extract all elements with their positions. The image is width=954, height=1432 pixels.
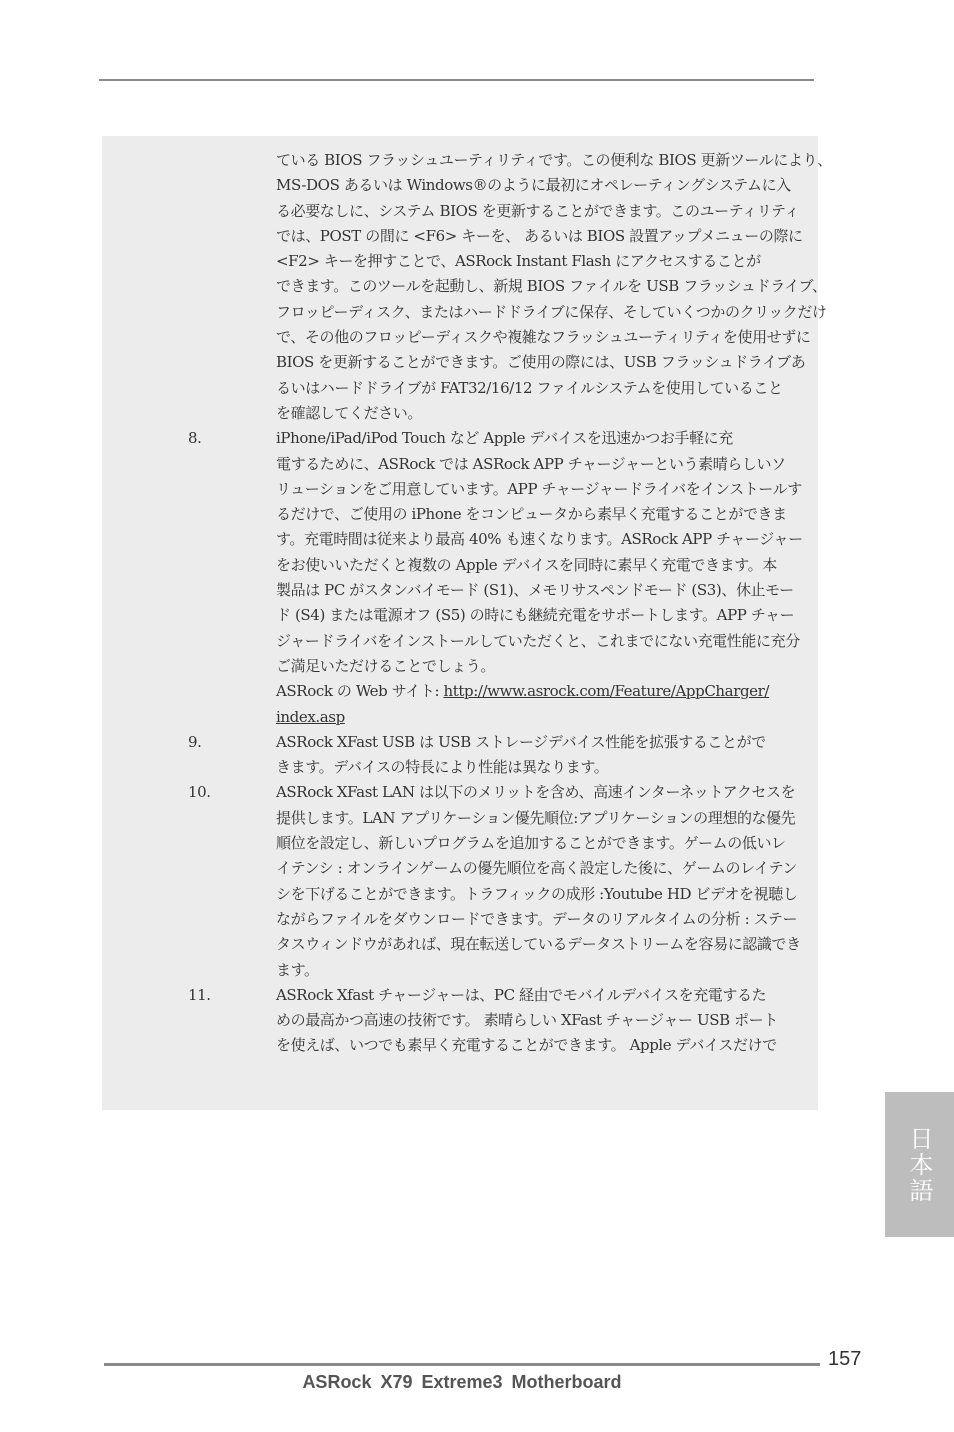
- list-item: [188, 730, 822, 781]
- text-line: す。充電時間は従来より最高 40% も速くなります。ASRock APP チャージャー: [276, 530, 803, 549]
- language-tab-label: 日本語: [905, 1125, 933, 1204]
- text-block: [188, 148, 832, 1059]
- page-number: 157: [828, 1348, 862, 1370]
- text-line: では、POST の間に <F6> キーを、 あるいは BIOS 設置アップメニューの際に: [276, 226, 803, 245]
- text-line: iPhone/iPad/iPod Touch など Apple デバイスを迅速かつお手軽に充: [276, 429, 733, 448]
- text-line: <F2> キーを押すことで、ASRock Instant Flash にアクセスすることが: [276, 252, 761, 271]
- list-item: [188, 983, 822, 1059]
- list-text: [276, 780, 822, 982]
- text-line: タスウィンドウがあれば、現在転送しているデータストリームを容易に認識でき: [276, 935, 801, 954]
- text-line: ます。: [276, 960, 319, 979]
- list-text: [276, 730, 822, 781]
- text-line: ご満足いただけることでしょう。: [276, 656, 496, 675]
- appcharger-link[interactable]: http://www.asrock.com/Feature/AppCharger/: [443, 682, 770, 701]
- text-line: ジャードライバをインストールしていただくと、これまでにない充電性能に充分: [276, 631, 800, 650]
- bottom-rule: [104, 1363, 820, 1366]
- link-line: [276, 705, 822, 730]
- text-line: リューションをご用意しています。APP チャージャードライバをインストールす: [276, 479, 802, 498]
- text-line: ながらファイルをダウンロードできます。データのリアルタイムの分析 : ステー: [276, 909, 798, 928]
- list-number: [188, 148, 276, 426]
- text-line: を使えば、いつでも素早く充電することができます。 Apple デバイスだけで: [276, 1036, 777, 1055]
- list-number: 9.: [188, 732, 202, 751]
- list-text: [276, 983, 822, 1059]
- text-line: ASRock XFast USB は USB ストレージデバイス性能を拡張することがで: [276, 732, 766, 751]
- list-item: [188, 426, 822, 730]
- link-prefix: ASRock の Web サイト:: [276, 682, 444, 701]
- text-line: イテンシ : オンラインゲームの優先順位を高く設定した後に、ゲームのレイテン: [276, 859, 798, 878]
- list-number: 8.: [188, 429, 202, 448]
- list-text: [276, 426, 822, 730]
- text-line: フロッピーディスク、またはハードドライブに保存、そしていくつかのクリックだけ: [276, 302, 827, 321]
- text-line: きます。デバイスの特長により性能は異なります。: [276, 758, 609, 777]
- list-item: [188, 780, 822, 982]
- footer-title: ASRock X79 Extreme3 Motherboard: [302, 1372, 622, 1392]
- text-line: 提供します。LAN アプリケーション優先順位:アプリケーションの理想的な優先: [276, 808, 796, 827]
- list-text: [276, 148, 832, 426]
- list-item: [188, 148, 832, 426]
- text-line: ド (S4) または電源オフ (S5) の時にも継続充電をサポートします。APP チャー: [276, 606, 795, 625]
- language-tab: [885, 1092, 954, 1237]
- text-line: る必要なしに、システム BIOS を更新することができます。このユーティリティ: [276, 201, 800, 220]
- text-line: ASRock Xfast チャージャーは、PC 経由でモバイルデバイスを充電するた: [276, 985, 767, 1004]
- text-line: 順位を設定し、新しいプログラムを追加することができます。ゲームの低いレ: [276, 834, 786, 853]
- text-line: をお使いいただくと複数の Apple デバイスを同時に素早く充電できます。本: [276, 555, 777, 574]
- text-line: めの最高かつ高速の技術です。 素晴らしい XFast チャージャー USB ポート: [276, 1011, 778, 1030]
- text-line: シを下げることができます。トラフィックの成形 :Youtube HD ビデオを視聴し: [276, 884, 798, 903]
- link-line: [276, 679, 822, 704]
- text-line: で、その他のフロッピーディスクや複雑なフラッシュユーティリティを使用せずに: [276, 328, 811, 347]
- text-line: るいはハードドライブが FAT32/16/12 ファイルシステムを使用していること: [276, 378, 783, 397]
- list-number: 10.: [188, 783, 211, 802]
- list-number: 11.: [188, 985, 211, 1004]
- text-line: を確認してください。: [276, 403, 423, 422]
- text-line: BIOS を更新することができます。ご使用の際には、USB フラッシュドライブあ: [276, 353, 806, 372]
- text-line: るだけで、ご使用の iPhone をコンピュータから素早く充電することができま: [276, 505, 787, 524]
- text-line: ている BIOS フラッシュユーティリティです。この便利な BIOS 更新ツールにより、: [276, 151, 832, 169]
- text-line: MS-DOS あるいは Windows®のように最初にオペレーティングシステムに入: [276, 176, 791, 195]
- text-line: 電するために、ASRock では ASRock APP チャージャーという素晴らしいソ: [276, 454, 786, 473]
- text-line: ASRock XFast LAN は以下のメリットを含め、高速インターネットアクセスを: [276, 783, 796, 802]
- text-line: 製品は PC がスタンバイモード (S1)、メモリサスペンドモード (S3)、休止モー: [276, 581, 794, 600]
- text-line: できます。このツールを起動し、新規 BIOS ファイルを USB フラッシュドライブ、: [276, 277, 827, 296]
- top-rule: [99, 79, 814, 81]
- appcharger-link-continued[interactable]: index.asp: [276, 707, 345, 726]
